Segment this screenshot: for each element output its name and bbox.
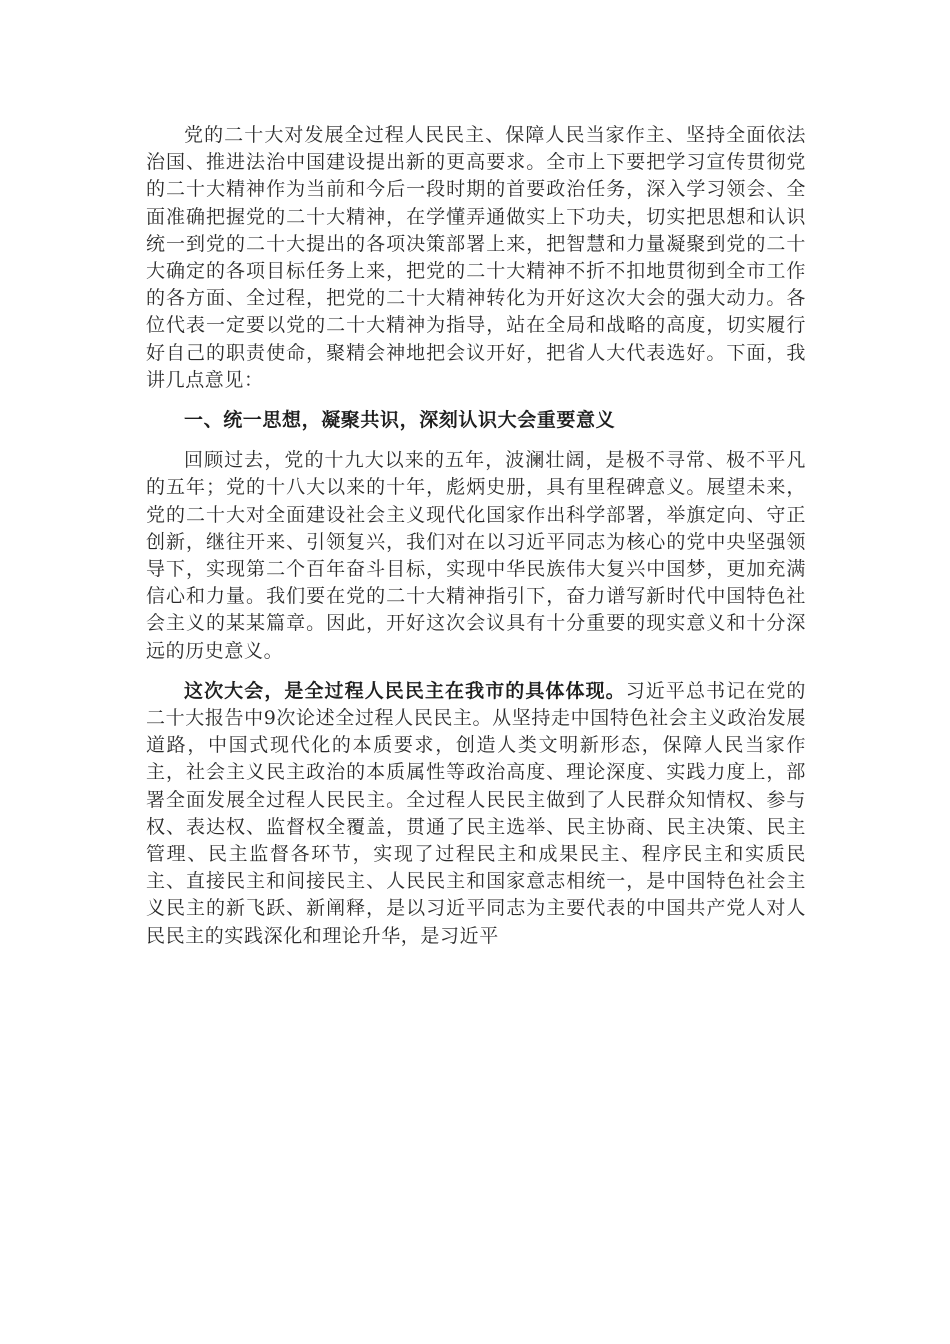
paragraph-lead-sentence: 这次大会，是全过程人民民主在我市的具体体现。 — [184, 679, 626, 702]
democracy-paragraph — [146, 678, 806, 950]
review-paragraph: 回顾过去，党的十九大以来的五年，波澜壮阔，是极不寻常、极不平凡的五年；党的十八大以来的十年，彪炳史册，具有里程碑意义。展望未来，党的二十大对全面建设社会主义现代化国家作出科学部署，举旗定向、守正创新，继往开来、引领复兴，我们对在以习近平同志为核心的党中央坚强领导下，实现第二个百年奋斗目标，实现中华民族伟大复兴中国梦，更加充满信心和力量。我们要在党的二十大精神指引下，奋力谱写新时代中国特色社会主义的某某篇章。因此，开好这次会议具有十分重要的现实意义和十分深远的历史意义。 — [146, 449, 806, 662]
intro-paragraph: 党的二十大对发展全过程人民民主、保障人民当家作主、坚持全面依法治国、推进法治中国建设提出新的更高要求。全市上下要把学习宣传贯彻党的二十大精神作为当前和今后一段时期的首要政治任务，深入学习领会、全面准确把握党的二十大精神，在学懂弄通做实上下功夫，切实把思想和认识统一到党的二十大提出的各项决策部署上来，把智慧和力量凝聚到党的二十大确定的各项目标任务上来，把党的二十大精神不折不扣地贯彻到全市工作的各方面、全过程，把党的二十大精神转化为开好这次大会的强大动力。各位代表一定要以党的二十大精神为指导，站在全局和战略的高度，切实履行好自己的职责使命，聚精会神地把会议开好，把省人大代表选好。下面，我讲几点意见： — [146, 124, 806, 391]
section-heading: 一、统一思想，凝聚共识，深刻认识大会重要意义 — [184, 409, 616, 432]
document-body — [146, 122, 806, 950]
paragraph-body-text: 习近平总书记在党的二十大报告中9次论述全过程人民民主。从坚持走中国特色社会主义政治发展道路，中国式现代化的本质要求，创造人类文明新形态，保障人民当家作主，社会主义民主政治的本质属性等政治高度、理论深度、实践力度上，部署全面发展全过程人民民主。全过程人民民主做到了人民群众知情权、参与权、表达权、监督权全覆盖，贯通了民主选举、民主协商、民主决策、民主管理、民主监督各环节，实现了过程民主和成果民主、程序民主和实质民主、直接民主和间接民主、人民民主和国家意志相统一，是中国特色社会主义民主的新飞跃、新阐释，是以习近平同志为主要代表的中国共产党人对人民民主的实践深化和理论升华，是习近平 — [146, 679, 807, 947]
